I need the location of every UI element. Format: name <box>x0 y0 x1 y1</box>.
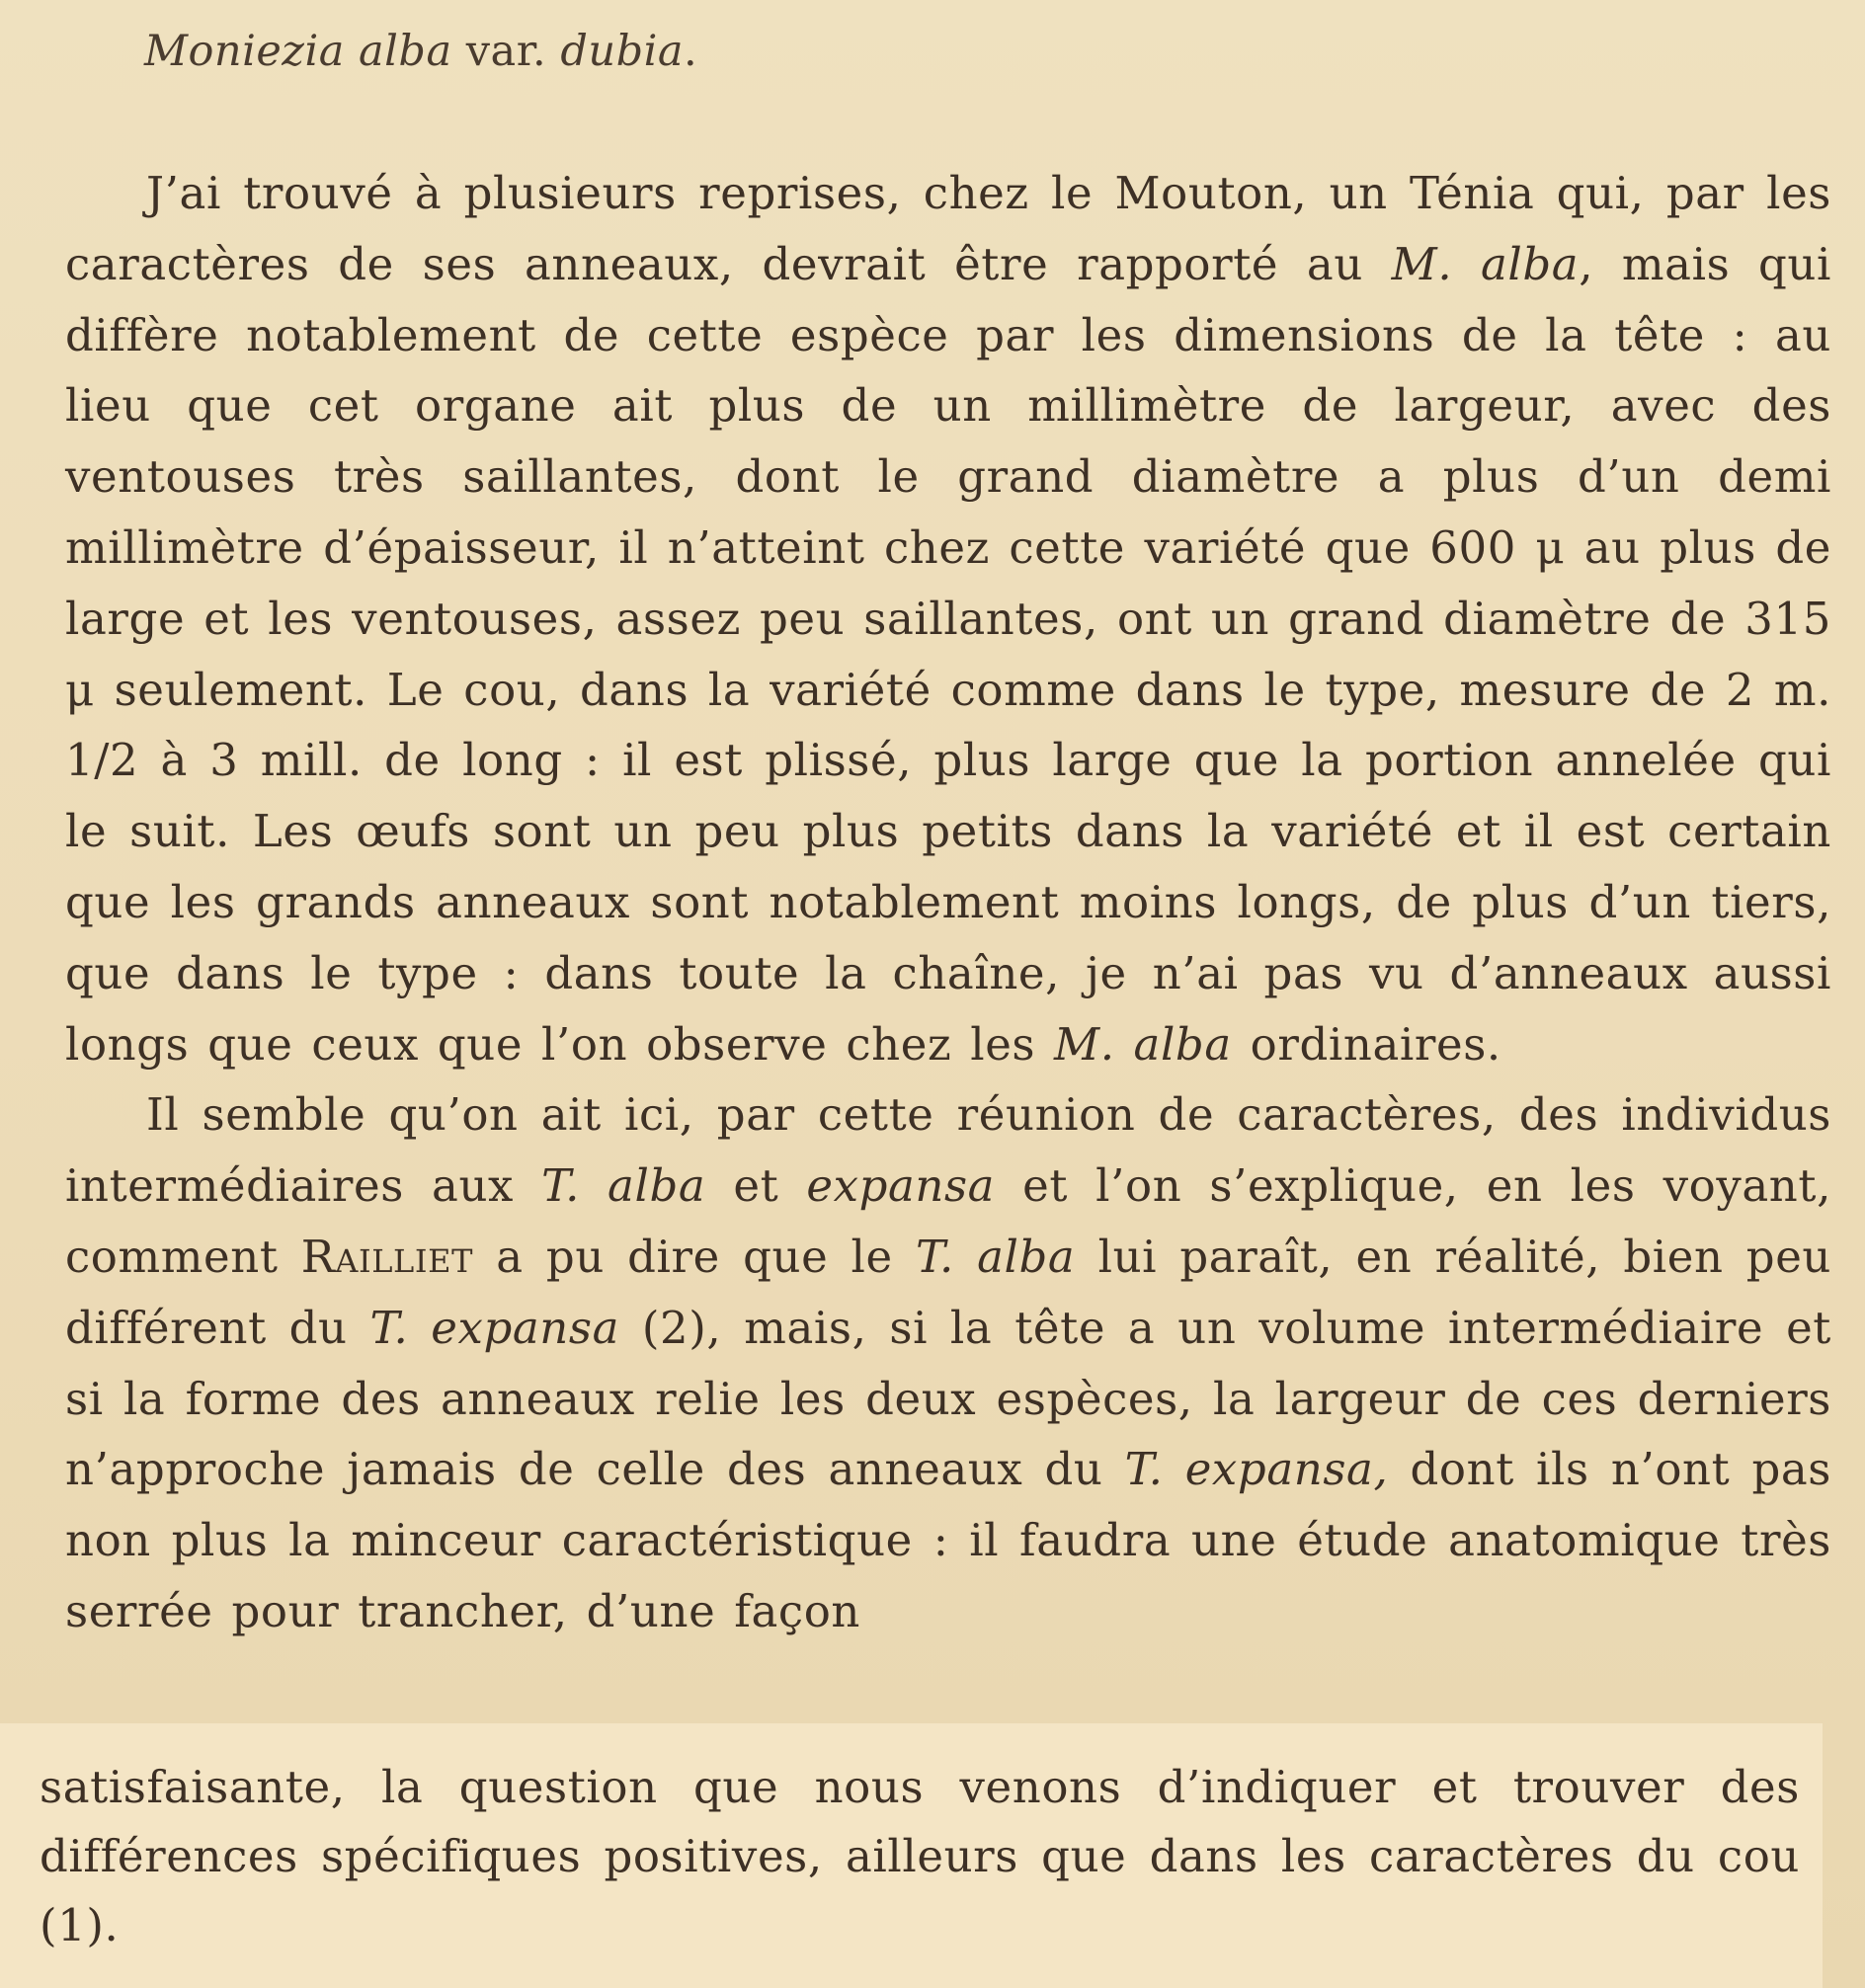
paragraph-1 <box>65 158 1831 1079</box>
paragraph-2-italic-4: T. expansa <box>369 1301 620 1354</box>
continuation-text-block <box>40 1753 1800 1960</box>
paragraph-2-italic-2: expansa <box>806 1159 996 1213</box>
paragraph-1-text-b: , mais qui diffère notablement de cette espèce par les dimensions de la tête : au lieu que cet organe ait plus de un millimètre de largeur, avec des ventouses très saillantes, dont le grand diamètre a plus d’un demi millimètre d’épaisseur, il n’atteint chez cette variété que 600 μ au plus de large et les ventouses, assez peu saillantes, ont un grand diamètre de 315 μ seulement. Le cou, dans la variété comme dans le type, mesure de 2 m. 1/2 à 3 mill. de long : il est plissé, plus large que la portion annelée qui le suit. Les œufs sont un peu plus petits dans la variété et il est certain que les grands anneaux sont notablement moins longs, de plus d’un tiers, que dans le type : dans toute la chaîne, je n’ai pas vu d’anneaux aussi longs que ceux que l’on observe chez les <box>65 237 1832 1071</box>
heading-period: . <box>684 27 698 76</box>
paragraph-2-italic-3: T. alba <box>915 1230 1076 1283</box>
continuation-paragraph: satisfaisante, la question que nous venons d’indiquer et trouver des différences spécifiques positives, ailleurs que dans les caractères du cou (1). <box>40 1761 1800 1951</box>
heading-var-label: var. <box>465 27 547 76</box>
paragraph-2-italic-5: T. expansa, <box>1124 1443 1389 1496</box>
main-text-block <box>65 158 1831 1647</box>
paragraph-1-italic-1: M. alba <box>1391 237 1580 290</box>
paragraph-2-italic-1: T. alba <box>541 1159 706 1213</box>
heading-variety: dubia <box>560 27 685 76</box>
heading-genus: Moniezia <box>144 27 345 76</box>
paragraph-2-text-f: (2), mais, si la tête a un volume intermédiaire et si la forme des anneaux relie les deux espèces, la largeur de ces derniers n’approche jamais de celle des anneaux du <box>65 1301 1831 1496</box>
paragraph-2-text-e: lui paraît, en réalité, bien peu différent du <box>65 1230 1832 1354</box>
paragraph-2-text-a: Il semble qu’on ait ici, par cette réunion de caractères, des individus intermédiaires aux <box>65 1088 1831 1213</box>
paragraph-2-text-c: et l’on s’explique, en les voyant, comment <box>65 1159 1831 1283</box>
paragraph-2-text-g: dont ils n’ont pas non plus la minceur caractéristique : il faudra une étude anatomique très serrée pour trancher, d’une façon <box>65 1443 1831 1637</box>
section-heading <box>144 22 697 81</box>
paragraph-1-italic-2: M. alba <box>1054 1017 1232 1071</box>
paragraph-2 <box>65 1079 1831 1646</box>
paragraph-1-text-c: ordinaires. <box>1231 1017 1501 1071</box>
paragraph-2-text-b: et <box>705 1159 807 1213</box>
author-name: Railliet <box>300 1230 474 1283</box>
paragraph-2-text-d: a pu dire que le <box>473 1230 916 1283</box>
heading-species: alba <box>359 27 452 76</box>
paragraph-1-text-a: J’ai trouvé à plusieurs reprises, chez le Mouton, un Ténia qui, par les caractères de ses anneaux, devrait être rapporté au <box>65 167 1831 290</box>
